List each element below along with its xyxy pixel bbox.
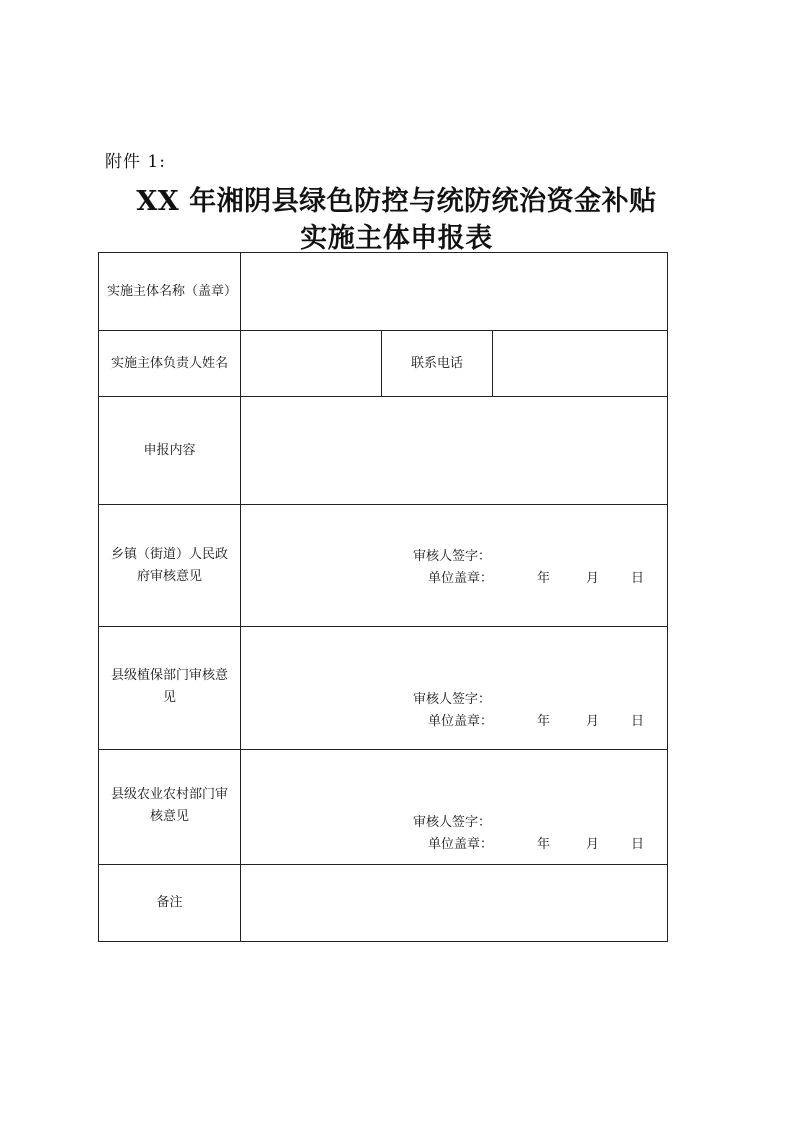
- form-title-line2: 实施主体申报表: [300, 223, 493, 254]
- reviewer-signature-label: 审核人签字：: [413, 815, 492, 830]
- reviewer-signature-label: 审核人签字：: [413, 692, 492, 707]
- declaration-form-table: [98, 252, 668, 942]
- year-label: 年: [537, 571, 551, 586]
- unit-seal-label: 单位盖章：: [428, 714, 494, 729]
- signature-block: [413, 546, 644, 590]
- table-row-person: [99, 331, 668, 397]
- reviewer-signature-label: 审核人签字：: [413, 549, 492, 564]
- day-label: 日: [631, 714, 645, 729]
- plant-protection-opinion-field[interactable]: [241, 627, 668, 750]
- person-in-charge-field[interactable]: [241, 331, 382, 397]
- table-row-plant-protection: [99, 627, 668, 750]
- day-label: 日: [631, 837, 645, 852]
- remarks-label: 备注: [99, 865, 241, 942]
- year-label: 年: [537, 837, 551, 852]
- signature-block: [413, 689, 644, 733]
- unit-seal-label: 单位盖章：: [428, 837, 494, 852]
- declaration-content-field[interactable]: [241, 397, 668, 505]
- table-row-content: [99, 397, 668, 505]
- unit-seal-label: 单位盖章：: [428, 571, 494, 586]
- person-in-charge-label: 实施主体负责人姓名: [99, 331, 241, 397]
- agriculture-opinion-label: 县级农业农村部门审核意见: [110, 787, 228, 824]
- plant-protection-opinion-label: 县级植保部门审核意见: [110, 668, 228, 705]
- agriculture-opinion-field[interactable]: [241, 750, 668, 865]
- month-label: 月: [586, 571, 600, 586]
- entity-name-label: 实施主体名称（盖章）: [99, 253, 241, 331]
- contact-phone-label: 联系电话: [382, 331, 493, 397]
- month-label: 月: [586, 837, 600, 852]
- day-label: 日: [631, 571, 645, 586]
- form-title-line1: XX 年湘阴县绿色防控与统防统治资金补贴: [136, 186, 657, 217]
- entity-name-field[interactable]: [241, 253, 668, 331]
- township-opinion-field[interactable]: [241, 505, 668, 627]
- signature-block: [413, 812, 644, 856]
- contact-phone-field[interactable]: [493, 331, 668, 397]
- declaration-content-label: 申报内容: [99, 397, 241, 505]
- month-label: 月: [586, 714, 600, 729]
- table-row-township: [99, 505, 668, 627]
- table-row-entity-name: [99, 253, 668, 331]
- table-row-agriculture: [99, 750, 668, 865]
- year-label: 年: [537, 714, 551, 729]
- remarks-field[interactable]: [241, 865, 668, 942]
- table-row-remarks: [99, 865, 668, 942]
- township-opinion-label: 乡镇（街道）人民政府审核意见: [110, 546, 228, 584]
- attachment-label: 附件 1:: [105, 152, 166, 172]
